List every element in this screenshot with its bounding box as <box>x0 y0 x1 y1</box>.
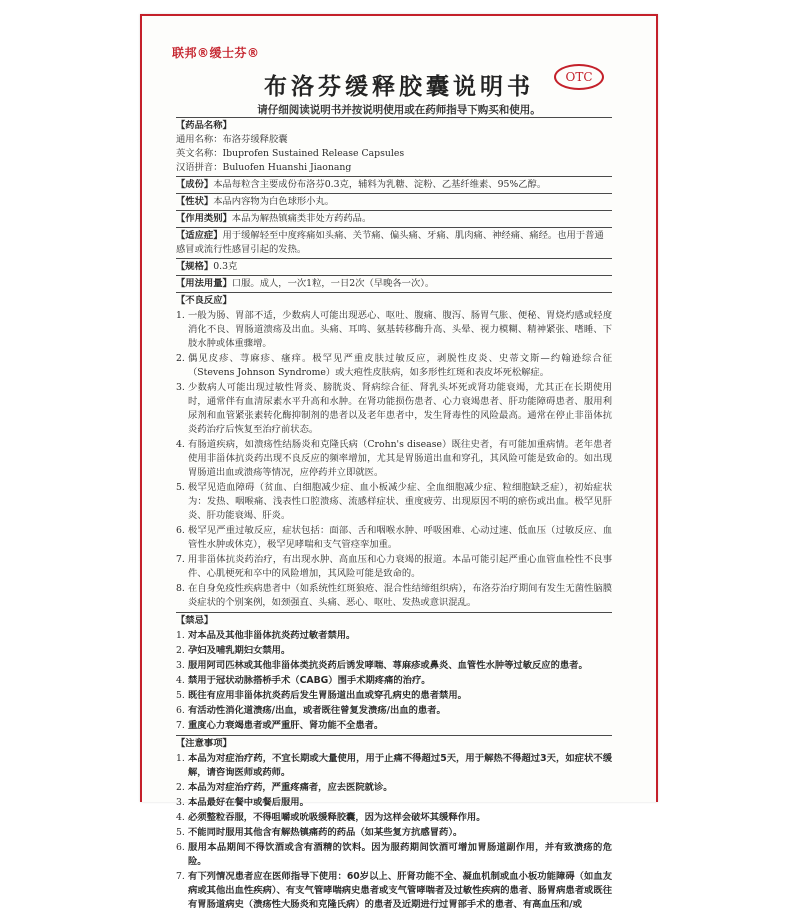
english-name: 英文名称：Ibuprofen Sustained Release Capsules <box>176 148 405 159</box>
section-text: 本品内容物为白色球形小丸。 <box>213 196 335 207</box>
section-heading: 【性状】 <box>176 196 214 207</box>
item-number: 6. <box>176 525 185 536</box>
item-number: 3. <box>176 797 185 808</box>
otc-badge: OTC <box>554 64 604 90</box>
list-item <box>176 752 612 780</box>
list-item <box>176 481 612 523</box>
item-number: 3. <box>176 660 185 671</box>
contraindications-list <box>176 629 612 733</box>
item-number: 7. <box>176 554 185 565</box>
list-item <box>176 582 612 610</box>
section-text: 本品每粒含主要成份布洛芬0.3克，辅料为乳糖、淀粉、乙基纤维素、95%乙醇。 <box>213 179 547 190</box>
leaflet-sheet <box>140 14 658 910</box>
item-text: 极罕见造血障碍（贫血、白细胞减少症、血小板减少症、全血细胞减少症、粒细胞缺乏症），初始症状为：发热、咽喉痛、浅表性口腔溃疡、流感样症状、重度疲劳、出现原因不明的瘀伤或出血。极罕见肝炎、肝功能衰竭、肝炎。 <box>188 482 612 521</box>
leaflet-subtitle: 请仔细阅读说明书并按说明使用或在药师指导下购买和使用。 <box>257 104 541 116</box>
item-text: 不能同时服用其他含有解热镇痛药的药品（如某些复方抗感冒药）。 <box>188 827 463 838</box>
item-number: 6. <box>176 705 185 716</box>
item-number: 5. <box>176 827 185 838</box>
item-number: 5. <box>176 482 185 493</box>
item-number: 5. <box>176 690 185 701</box>
section-heading: 【药品名称】 <box>176 120 232 131</box>
item-text: 服用阿司匹林或其他非甾体类抗炎药后诱发哮喘、荨麻疹或鼻炎、血管性水肿等过敏反应的患者。 <box>188 660 588 671</box>
list-item <box>176 689 612 703</box>
item-number: 2. <box>176 353 185 364</box>
item-text: 有肠道疾病，如溃疡性结肠炎和克隆氏病（Crohn's disease）既往史者，有可能加重病情。老年患者使用非甾体抗炎药出现不良反应的频率增加，尤其是胃肠道出血和穿孔，其风险可能是致命的。如出现胃肠道出血或溃疡等情况，应停药并立即就医。 <box>188 439 612 478</box>
item-text: 少数病人可能出现过敏性肾炎、膀胱炎、肾病综合征、肾乳头坏死或肾功能衰竭，尤其正在长期使用时，通常伴有血清尿素水平升高和水肿。在肾功能损伤患者、心力衰竭患者、肝功能障碍患者、服用利尿剂和血管紧张素转化酶抑制剂的患者以及老年患者中，发生肾毒性的风险最高。通常在停止非甾体抗炎药治疗后恢复至治疗前状态。 <box>188 382 612 435</box>
section-text: 用于缓解轻至中度疼痛如头痛、关节痛、偏头痛、牙痛、肌肉痛、神经痛、痛经。也用于普通感冒或流行性感冒引起的发热。 <box>176 230 604 255</box>
list-item <box>176 524 612 552</box>
item-text: 一般为肠、胃部不适，少数病人可能出现恶心、呕吐、腹痛、腹泻、肠胃气胀、便秘、胃烧灼感或轻度消化不良、胃肠道溃疡及出血。头痛、耳鸣、氨基转移酶升高、头晕、视力模糊、精神紧张、嗜睡、下肢水肿或体重骤增。 <box>188 310 612 349</box>
item-text: 用非甾体抗炎药治疗，有出现水肿、高血压和心力衰竭的报道。本品可能引起严重心血管血栓性不良事件、心肌梗死和卒中的风险增加，其风险可能是致命的。 <box>188 554 612 579</box>
item-number: 4. <box>176 439 185 450</box>
list-item <box>176 352 612 380</box>
section-text: 本品为解热镇痛类非处方药药品。 <box>231 213 372 224</box>
generic-name: 通用名称：布洛芬缓释胶囊 <box>176 134 288 145</box>
item-number: 4. <box>176 812 185 823</box>
item-text: 禁用于冠状动脉搭桥手术（CABG）围手术期疼痛的治疗。 <box>188 675 431 686</box>
item-number: 6. <box>176 842 185 853</box>
list-item <box>176 381 612 437</box>
section-dosage <box>176 275 612 292</box>
item-number: 1. <box>176 310 185 321</box>
section-heading: 【注意事项】 <box>176 738 232 749</box>
section-drug-name <box>176 117 612 176</box>
item-text: 孕妇及哺乳期妇女禁用。 <box>188 645 291 656</box>
item-text: 重度心力衰竭患者或严重肝、肾功能不全患者。 <box>188 720 384 731</box>
section-heading: 【用法用量】 <box>176 278 232 289</box>
section-contraindications <box>176 612 612 735</box>
item-number: 3. <box>176 382 185 393</box>
item-text: 本品为对症治疗药，不宜长期或大量使用，用于止痛不得超过5天，用于解热不得超过3天，如症状不缓解，请咨询医师或药师。 <box>188 753 612 778</box>
item-text: 本品为对症治疗药，严重疼痛者，应去医院就诊。 <box>188 782 393 793</box>
section-adverse-reactions <box>176 292 612 612</box>
pinyin-name: 汉语拼音：Buluofen Huanshi Jiaonang <box>176 162 352 173</box>
section-heading: 【不良反应】 <box>176 295 232 306</box>
item-text: 极罕见严重过敏反应，症状包括：面部、舌和咽喉水肿、呼吸困难、心动过速、低血压（过敏反应、血管性水肿或休克），极罕见哮喘和支气管痉挛加重。 <box>188 525 612 550</box>
section-precautions <box>176 735 612 914</box>
section-heading: 【适应症】 <box>176 230 223 241</box>
list-item <box>176 870 612 912</box>
list-item <box>176 811 612 825</box>
adverse-list <box>176 309 612 610</box>
item-number: 2. <box>176 782 185 793</box>
list-item <box>176 644 612 658</box>
list-item <box>176 719 612 733</box>
list-item <box>176 841 612 869</box>
section-indications <box>176 227 612 258</box>
section-heading: 【作用类别】 <box>176 213 232 224</box>
list-item <box>176 674 612 688</box>
list-item <box>176 309 612 351</box>
item-text: 对本品及其他非甾体抗炎药过敏者禁用。 <box>188 630 356 641</box>
section-heading: 【规格】 <box>176 261 214 272</box>
list-item <box>176 659 612 673</box>
section-spec <box>176 258 612 275</box>
brand-name: 联邦®缓士芬® <box>172 46 260 60</box>
item-number: 7. <box>176 871 185 882</box>
precautions-list <box>176 752 612 912</box>
list-item <box>176 553 612 581</box>
leaflet-title: 布洛芬缓释胶囊说明书 <box>264 74 534 100</box>
section-description <box>176 193 612 210</box>
list-item <box>176 781 612 795</box>
section-text: 0.3克 <box>213 261 238 272</box>
list-item <box>176 629 612 643</box>
leaflet-content <box>176 117 612 914</box>
item-number: 7. <box>176 720 185 731</box>
list-item <box>176 704 612 718</box>
item-text: 在自身免疫性疾病患者中（如系统性红斑狼疮、混合性结缔组织病），布洛芬治疗期间有发生无菌性脑膜炎症状的个别案例，如颈强直、头痛、恶心、呕吐、发热或意识混乱。 <box>188 583 612 608</box>
list-item <box>176 438 612 480</box>
item-number: 4. <box>176 675 185 686</box>
list-item <box>176 826 612 840</box>
item-text: 本品最好在餐中或餐后服用。 <box>188 797 309 808</box>
item-number: 2. <box>176 645 185 656</box>
item-number: 1. <box>176 753 185 764</box>
item-text: 既往有应用非甾体抗炎药后发生胃肠道出血或穿孔病史的患者禁用。 <box>188 690 467 701</box>
item-number: 8. <box>176 583 185 594</box>
item-text: 偶见皮疹、荨麻疹、瘙痒。极罕见严重皮肤过敏反应，剥脱性皮炎、史蒂文斯—约翰逊综合征（Stevens Johnson Syndrome）或大疱性皮肤病，如多形性红斑和表皮坏死松解症。 <box>188 353 612 378</box>
list-item <box>176 796 612 810</box>
item-number: 1. <box>176 630 185 641</box>
item-text: 服用本品期间不得饮酒或含有酒精的饮料。因为服药期间饮酒可增加胃肠道副作用，并有致溃疡的危险。 <box>188 842 612 867</box>
section-category <box>176 210 612 227</box>
section-text: 口服。成人，一次1粒，一日2次（早晚各一次）。 <box>231 278 435 289</box>
item-text: 必须整粒吞服，不得咀嚼或吮吸缓释胶囊，因为这样会破坏其缓释作用。 <box>188 812 486 823</box>
section-ingredients <box>176 176 612 193</box>
item-text: 有下列情况患者应在医师指导下使用：60岁以上、肝肾功能不全、凝血机制或血小板功能障碍（如血友病或其他出血性疾病）、有支气管哮喘病史患者或支气管哮喘者及过敏性疾病的患者、肠胃病患者或既往有胃肠道病史（溃疡性大肠炎和克隆氏病）的患者及近期进行过胃部手术的患者、有高血压和/或 <box>188 871 612 910</box>
item-text: 有活动性消化道溃疡/出血，或者既往曾复发溃疡/出血的患者。 <box>188 705 446 716</box>
section-heading: 【禁忌】 <box>176 615 214 626</box>
section-heading: 【成份】 <box>176 179 214 190</box>
